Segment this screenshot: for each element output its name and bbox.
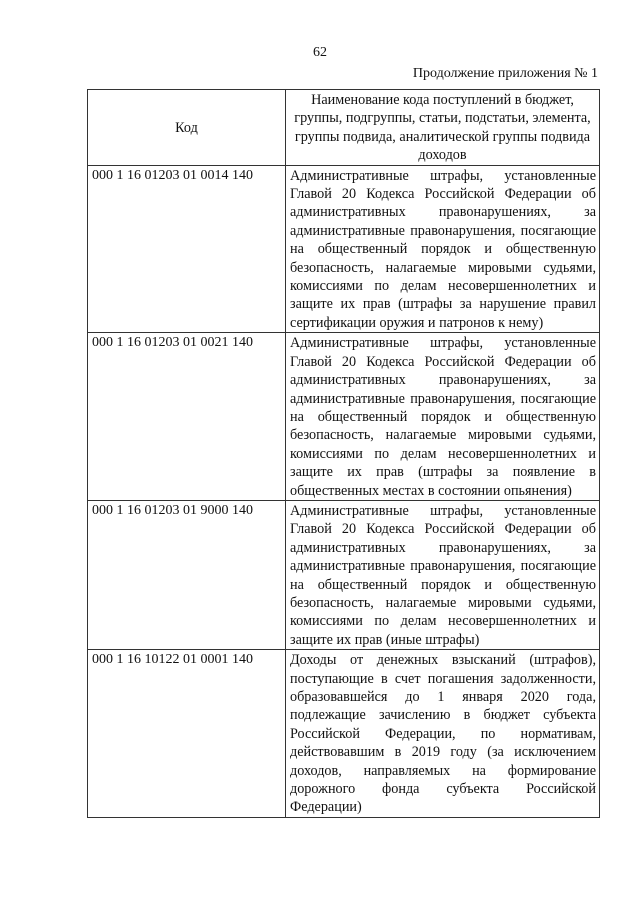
row-name: Административные штрафы, установленные Главой 20 Кодекса Российской Федерации об административных правонарушениях, за административные правонарушения, посягающие на общественный порядок и общественную безопасность, налагаемые мировыми судьями, комиссиями по делам несовершеннолетних и защите их прав (штрафы за нарушение правил сертификации оружия и патронов к нему) bbox=[286, 165, 600, 333]
row-name: Административные штрафы, установленные Главой 20 Кодекса Российской Федерации об административных правонарушениях, за административные правонарушения, посягающие на общественный порядок и общественную безопасность, налагаемые мировыми судьями, комиссиями по делам несовершеннолетних и защите их прав (иные штрафы) bbox=[286, 500, 600, 649]
appendix-continuation-label: Продолжение приложения № 1 bbox=[412, 66, 598, 81]
column-header-name: Наименование кода поступлений в бюджет, группы, подгруппы, статьи, подстатьи, элемента, группы подвида, аналитической группы подвида доходов bbox=[286, 90, 600, 166]
table-row bbox=[88, 165, 600, 333]
table-header-row bbox=[88, 90, 600, 166]
table-row bbox=[88, 500, 600, 649]
row-name: Административные штрафы, установленные Главой 20 Кодекса Российской Федерации об административных правонарушениях, за административные правонарушения, посягающие на общественный порядок и общественную безопасность, налагаемые мировыми судьями, комиссиями по делам несовершеннолетних и защите их прав (штрафы за появление в общественных местах в состоянии опьянения) bbox=[286, 333, 600, 501]
row-code: 000 1 16 01203 01 0014 140 bbox=[88, 165, 286, 333]
column-header-code: Код bbox=[88, 90, 286, 166]
table-row bbox=[88, 333, 600, 501]
page-number: 62 bbox=[313, 45, 327, 60]
revenue-codes-table bbox=[87, 89, 600, 818]
row-code: 000 1 16 10122 01 0001 140 bbox=[88, 650, 286, 818]
row-code: 000 1 16 01203 01 9000 140 bbox=[88, 500, 286, 649]
row-name: Доходы от денежных взысканий (штрафов), поступающие в счет погашения задолженности, образовавшейся до 1 января 2020 года, подлежащие зачислению в бюджет субъекта Российской Федерации, по нормативам, действовавшим в 2019 году (за исключением доходов, направляемых на формирование дорожного фонда субъекта Российской Федерации) bbox=[286, 650, 600, 818]
row-code: 000 1 16 01203 01 0021 140 bbox=[88, 333, 286, 501]
table-row bbox=[88, 650, 600, 818]
